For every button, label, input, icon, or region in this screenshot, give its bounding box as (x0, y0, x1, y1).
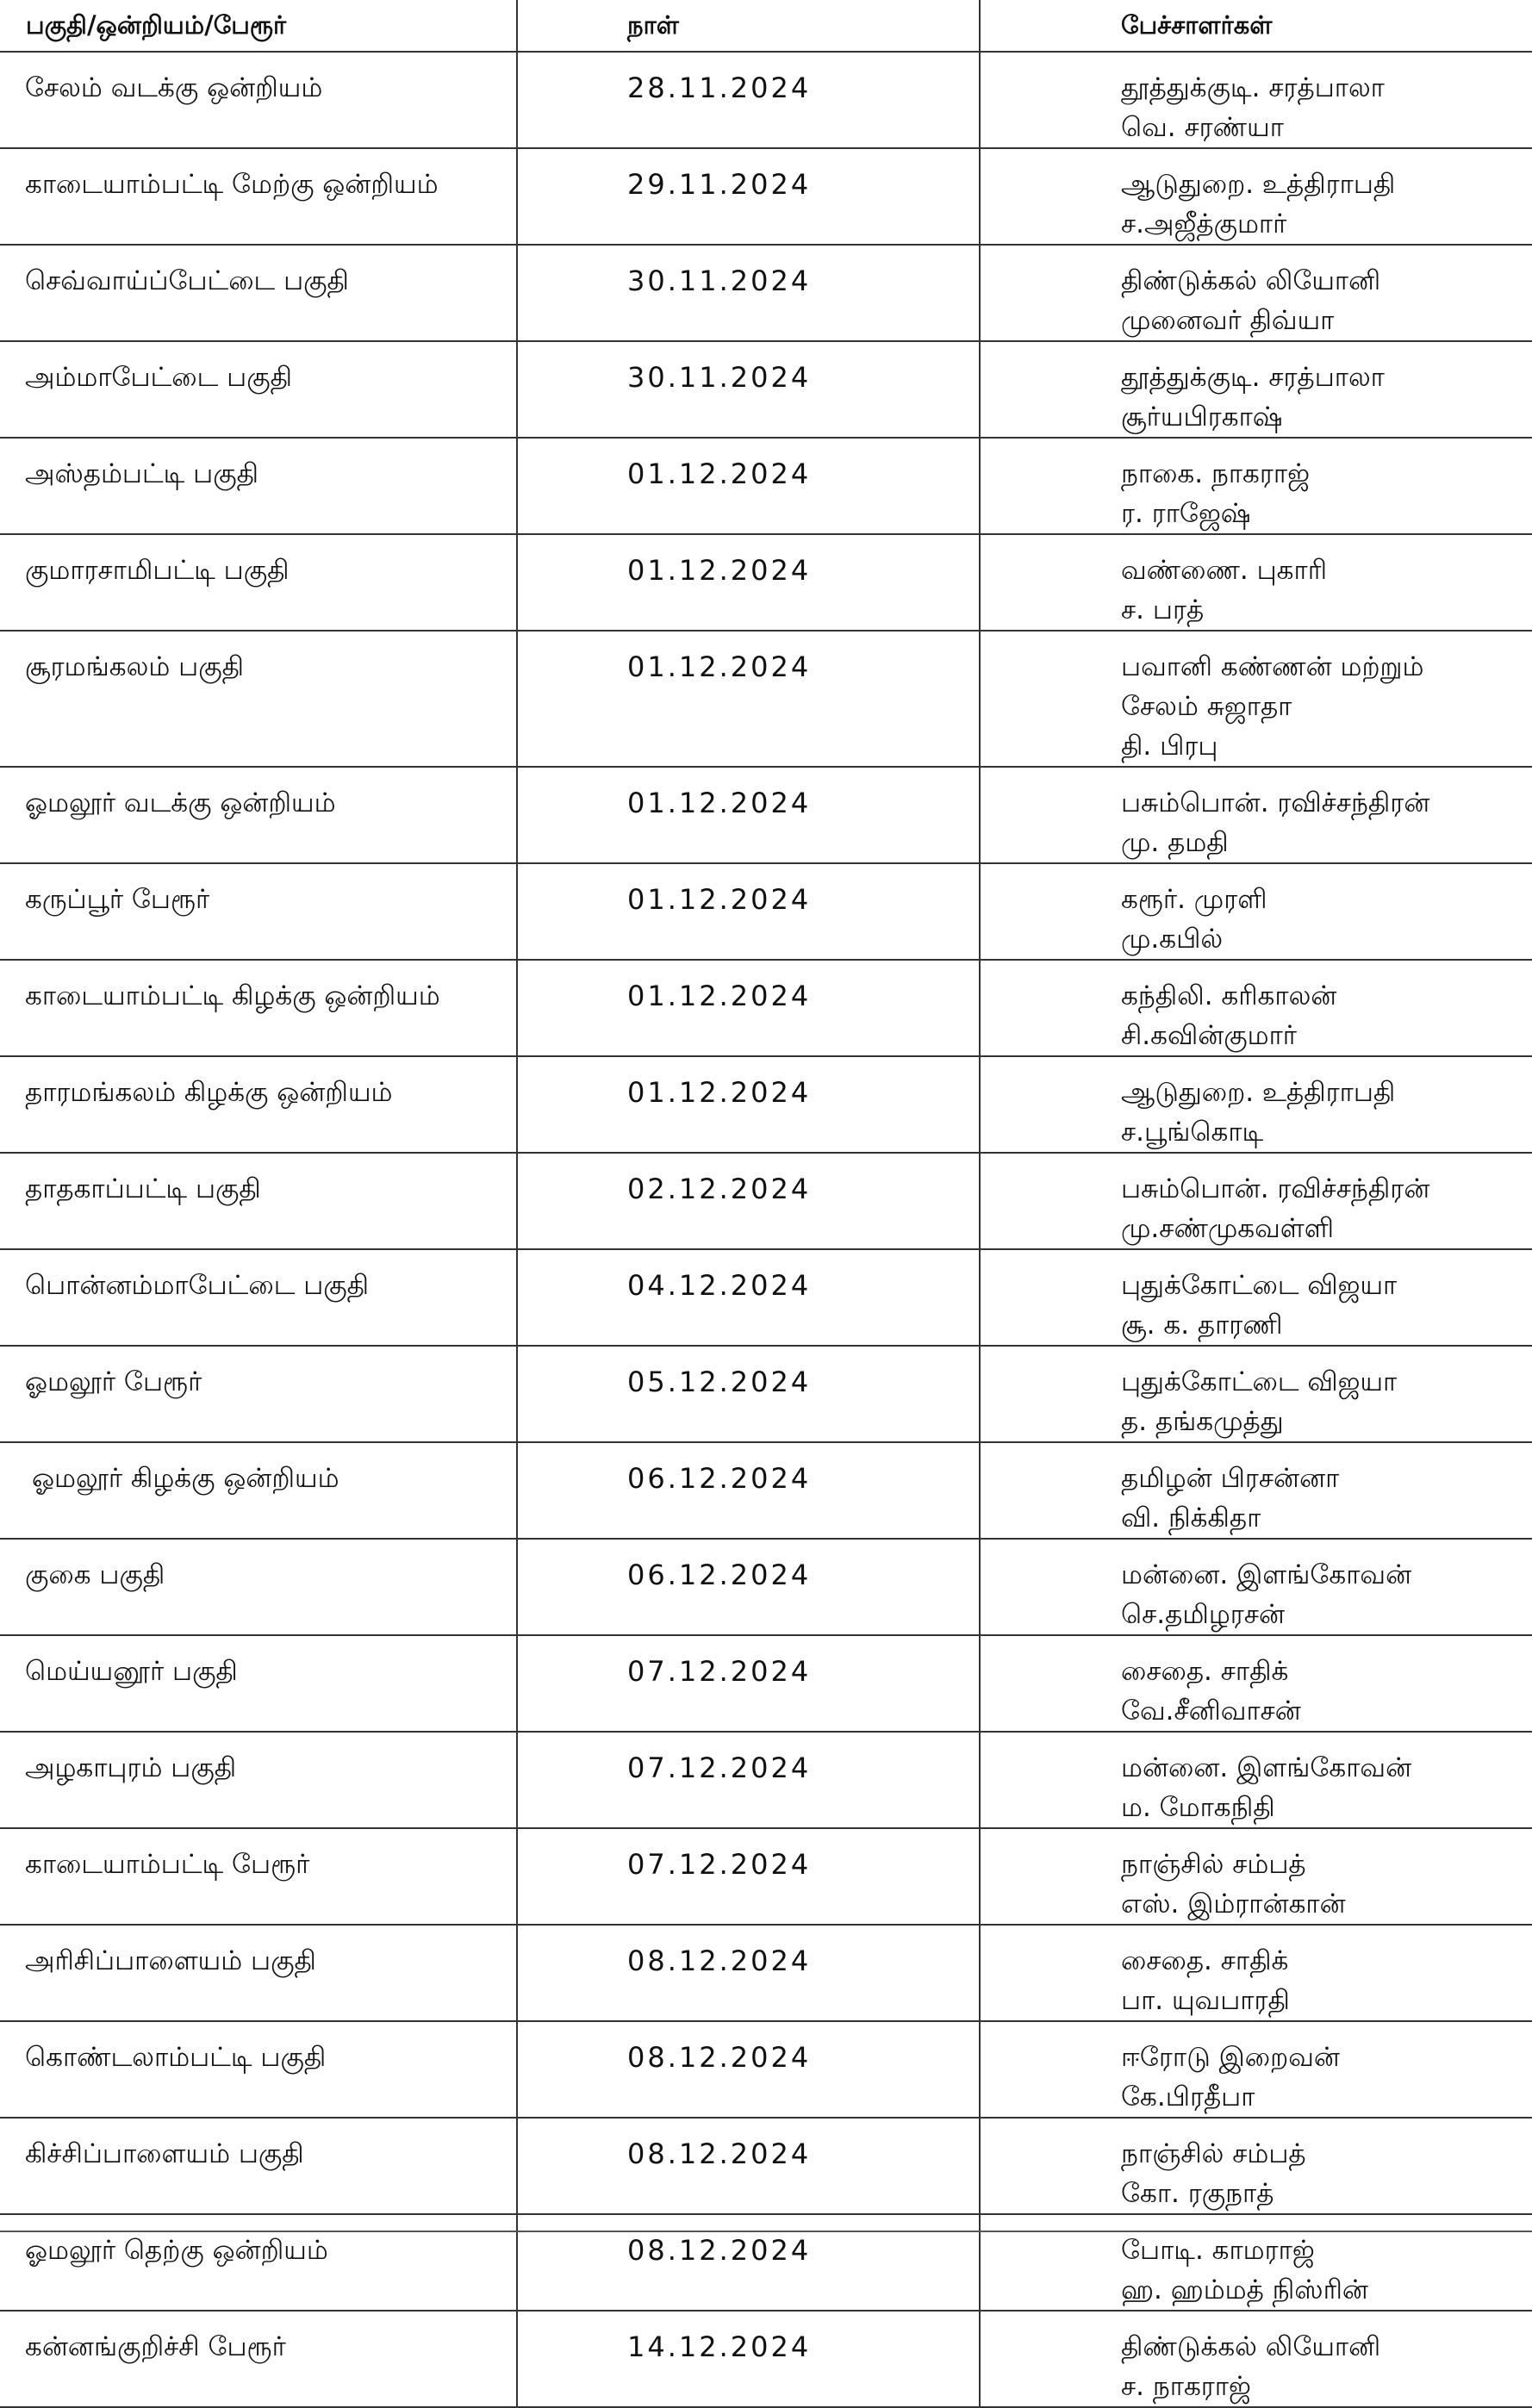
cell-date: 08.12.2024 (517, 2118, 980, 2214)
speaker-name: திண்டுக்கல் லியோனி (1121, 265, 1381, 296)
speaker-name: ஆடுதுறை. உத்திராபதி (1121, 169, 1396, 200)
cell-area: காடையாம்பட்டி மேற்கு ஒன்றியம் (0, 148, 517, 245)
speaker-name: கே.பிரதீபா (1121, 2081, 1255, 2112)
cell-date: 06.12.2024 (517, 1442, 980, 1539)
speaker-name: ச. பரத் (1121, 594, 1205, 625)
header-area: பகுதி/ஒன்றியம்/பேரூர் (0, 0, 517, 52)
table-row (0, 1249, 1532, 1346)
table-row (0, 1153, 1532, 1249)
cell-date: 07.12.2024 (517, 1828, 980, 1925)
speaker-name: கரூர். முரளி (1121, 884, 1267, 915)
cell-speakers (980, 1539, 1532, 1635)
cell-speakers (980, 1056, 1532, 1153)
speaker-name: ம. மோகநிதி (1121, 1792, 1275, 1823)
cell-speakers (980, 2118, 1532, 2214)
speaker-name: புதுக்கோட்டை விஜயா (1121, 1270, 1398, 1301)
cell-date: 01.12.2024 (517, 1056, 980, 1153)
cell-speakers (980, 1442, 1532, 1539)
speaker-name: சைதை. சாதிக் (1121, 1656, 1289, 1687)
table-row (0, 863, 1532, 960)
speaker-name: நாஞ்சில் சம்பத் (1121, 1849, 1306, 1880)
table-row (0, 2214, 1532, 2311)
speaker-name: ச.அஜீத்குமார் (1121, 208, 1287, 240)
speaker-name: ஆடுதுறை. உத்திராபதி (1121, 1077, 1396, 1108)
cell-area: கிச்சிப்பாளையம் பகுதி (0, 2118, 517, 2214)
cell-date: 01.12.2024 (517, 631, 980, 767)
speaker-name: தமிழன் பிரசன்னா (1121, 1463, 1340, 1494)
table-row (0, 148, 1532, 245)
cell-speakers (980, 1249, 1532, 1346)
cell-area: காடையாம்பட்டி கிழக்கு ஒன்றியம் (0, 960, 517, 1056)
table-row (0, 1346, 1532, 1442)
speaker-name: செ.தமிழரசன் (1121, 1599, 1286, 1630)
cell-area: கருப்பூர் பேரூர் (0, 863, 517, 960)
table-row (0, 1442, 1532, 1539)
cell-speakers (980, 1346, 1532, 1442)
table-row (0, 1056, 1532, 1153)
cell-date: 07.12.2024 (517, 1635, 980, 1732)
speaker-name: வண்ணை. புகாரி (1121, 555, 1328, 586)
table-row (0, 2021, 1532, 2118)
cell-area: ஓமலூர் பேரூர் (0, 1346, 517, 1442)
speaker-name: மு.சண்முகவள்ளி (1121, 1213, 1335, 1244)
speaker-name: பசும்பொன். ரவிச்சந்திரன் (1121, 1173, 1430, 1204)
cell-date: 04.12.2024 (517, 1249, 980, 1346)
cell-area: குமாரசாமிபட்டி பகுதி (0, 534, 517, 631)
cell-area: தாரமங்கலம் கிழக்கு ஒன்றியம் (0, 1056, 517, 1153)
speaker-name: ஹ. ஹம்மத் நிஸ்ரின் (1121, 2274, 1368, 2305)
cell-speakers (980, 631, 1532, 767)
cell-area: அழகாபுரம் பகுதி (0, 1732, 517, 1828)
speaker-name: புதுக்கோட்டை விஜயா (1121, 1366, 1398, 1397)
cell-speakers (980, 1635, 1532, 1732)
speaker-name: பவானி கண்ணன் மற்றும் (1121, 651, 1424, 682)
table-row (0, 1635, 1532, 1732)
cell-speakers (980, 2214, 1532, 2311)
table-row (0, 1539, 1532, 1635)
cell-speakers (980, 863, 1532, 960)
speaker-name: நாஞ்சில் சம்பத் (1121, 2138, 1306, 2169)
cell-speakers (980, 438, 1532, 534)
speaker-name: பசும்பொன். ரவிச்சந்திரன் (1121, 787, 1430, 818)
cell-area: ஓமலூர் தெற்கு ஒன்றியம் (0, 2214, 517, 2311)
speaker-name: சைதை. சாதிக் (1121, 1945, 1289, 1976)
cell-area: அஸ்தம்பட்டி பகுதி (0, 438, 517, 534)
bottom-divider (0, 2231, 1532, 2232)
cell-area: ஓமலூர் வடக்கு ஒன்றியம் (0, 767, 517, 863)
speaker-name: வி. நிக்கிதா (1121, 1503, 1261, 1534)
table-row (0, 341, 1532, 438)
table-row (0, 52, 1532, 148)
cell-date: 01.12.2024 (517, 438, 980, 534)
speaker-name: எஸ். இம்ரான்கான் (1121, 1888, 1346, 1920)
cell-speakers (980, 1828, 1532, 1925)
cell-area: கன்னங்குறிச்சி பேரூர் (0, 2311, 517, 2407)
cell-date: 08.12.2024 (517, 1925, 980, 2021)
cell-area: கொண்டலாம்பட்டி பகுதி (0, 2021, 517, 2118)
cell-date: 30.11.2024 (517, 341, 980, 438)
cell-speakers (980, 1732, 1532, 1828)
speaker-name: மன்னை. இளங்கோவன் (1121, 1752, 1412, 1783)
cell-speakers (980, 960, 1532, 1056)
cell-date: 01.12.2024 (517, 960, 980, 1056)
cell-speakers (980, 245, 1532, 341)
cell-area: குகை பகுதி (0, 1539, 517, 1635)
cell-date: 05.12.2024 (517, 1346, 980, 1442)
speaker-name: சேலம் சுஜாதா (1121, 691, 1292, 722)
speaker-name: மு. தமதி (1121, 827, 1229, 858)
header-date: நாள் (517, 0, 980, 52)
speaker-name: சி.கவின்குமார் (1121, 1020, 1297, 1051)
table-row (0, 767, 1532, 863)
cell-area: காடையாம்பட்டி பேரூர் (0, 1828, 517, 1925)
cell-area: அரிசிப்பாளையம் பகுதி (0, 1925, 517, 2021)
cell-date: 01.12.2024 (517, 863, 980, 960)
speaker-name: த. தங்கமுத்து (1121, 1406, 1284, 1437)
cell-date: 14.12.2024 (517, 2311, 980, 2407)
speaker-name: தூத்துக்குடி. சரத்பாலா (1121, 362, 1385, 393)
cell-speakers (980, 148, 1532, 245)
speaker-name: முனைவர் திவ்யா (1121, 305, 1335, 336)
cell-speakers (980, 1925, 1532, 2021)
speaker-name: திண்டுக்கல் லியோனி (1121, 2331, 1381, 2362)
speaker-name: வே.சீனிவாசன் (1121, 1696, 1301, 1727)
cell-area: சூரமங்கலம் பகுதி (0, 631, 517, 767)
cell-date: 28.11.2024 (517, 52, 980, 148)
cell-speakers (980, 767, 1532, 863)
cell-date: 02.12.2024 (517, 1153, 980, 1249)
cell-speakers (980, 52, 1532, 148)
cell-speakers (980, 1153, 1532, 1249)
speaker-name: தி. பிரபு (1121, 731, 1218, 762)
speaker-name: சூ. க. தாரணி (1121, 1310, 1283, 1341)
speaker-name: கோ. ரகுநாத் (1121, 2178, 1274, 2209)
table-row (0, 2311, 1532, 2407)
cell-area: சேலம் வடக்கு ஒன்றியம் (0, 52, 517, 148)
speaker-name: மன்னை. இளங்கோவன் (1121, 1559, 1412, 1590)
speaker-name: நாகை. நாகராஜ் (1121, 458, 1310, 489)
speaker-name: போடி. காமராஜ் (1121, 2235, 1315, 2266)
speaker-name: வெ. சரண்யா (1121, 112, 1284, 143)
cell-speakers (980, 2021, 1532, 2118)
header-speakers: பேச்சாளர்கள் (980, 0, 1532, 52)
table-row (0, 534, 1532, 631)
cell-date: 08.12.2024 (517, 2214, 980, 2311)
cell-date: 01.12.2024 (517, 767, 980, 863)
speaker-name: மு.கபில் (1121, 924, 1224, 955)
table-row (0, 438, 1532, 534)
speaker-name: ர. ராஜேஷ் (1121, 498, 1251, 529)
cell-date: 29.11.2024 (517, 148, 980, 245)
table-row (0, 1732, 1532, 1828)
speaker-name: ஈரோடு இறைவன் (1121, 2042, 1340, 2073)
cell-area: செவ்வாய்ப்பேட்டை பகுதி (0, 245, 517, 341)
table-row (0, 631, 1532, 767)
speaker-name: கந்திலி. கரிகாலன் (1121, 980, 1337, 1011)
cell-date: 01.12.2024 (517, 534, 980, 631)
cell-speakers (980, 341, 1532, 438)
speaker-name: பா. யுவபாரதி (1121, 1985, 1290, 2016)
speaker-name: ச. நாகராஜ் (1121, 2371, 1251, 2402)
cell-area: தாதகாப்பட்டி பகுதி (0, 1153, 517, 1249)
table-row (0, 1925, 1532, 2021)
cell-area: ஓமலூர் கிழக்கு ஒன்றியம் (0, 1442, 517, 1539)
cell-date: 06.12.2024 (517, 1539, 980, 1635)
table-row (0, 960, 1532, 1056)
table-row (0, 245, 1532, 341)
cell-date: 30.11.2024 (517, 245, 980, 341)
cell-date: 07.12.2024 (517, 1732, 980, 1828)
table-row (0, 2118, 1532, 2214)
speaker-name: சூர்யபிரகாஷ் (1121, 401, 1283, 432)
cell-date: 08.12.2024 (517, 2021, 980, 2118)
cell-speakers (980, 2311, 1532, 2407)
cell-speakers (980, 534, 1532, 631)
speaker-name: ச.பூங்கொடி (1121, 1117, 1264, 1148)
speaker-name: தூத்துக்குடி. சரத்பாலா (1121, 72, 1385, 103)
table-row (0, 1828, 1532, 1925)
cell-area: அம்மாபேட்டை பகுதி (0, 341, 517, 438)
cell-area: மெய்யனூர் பகுதி (0, 1635, 517, 1732)
table-header-row (0, 0, 1532, 52)
cell-area: பொன்னம்மாபேட்டை பகுதி (0, 1249, 517, 1346)
